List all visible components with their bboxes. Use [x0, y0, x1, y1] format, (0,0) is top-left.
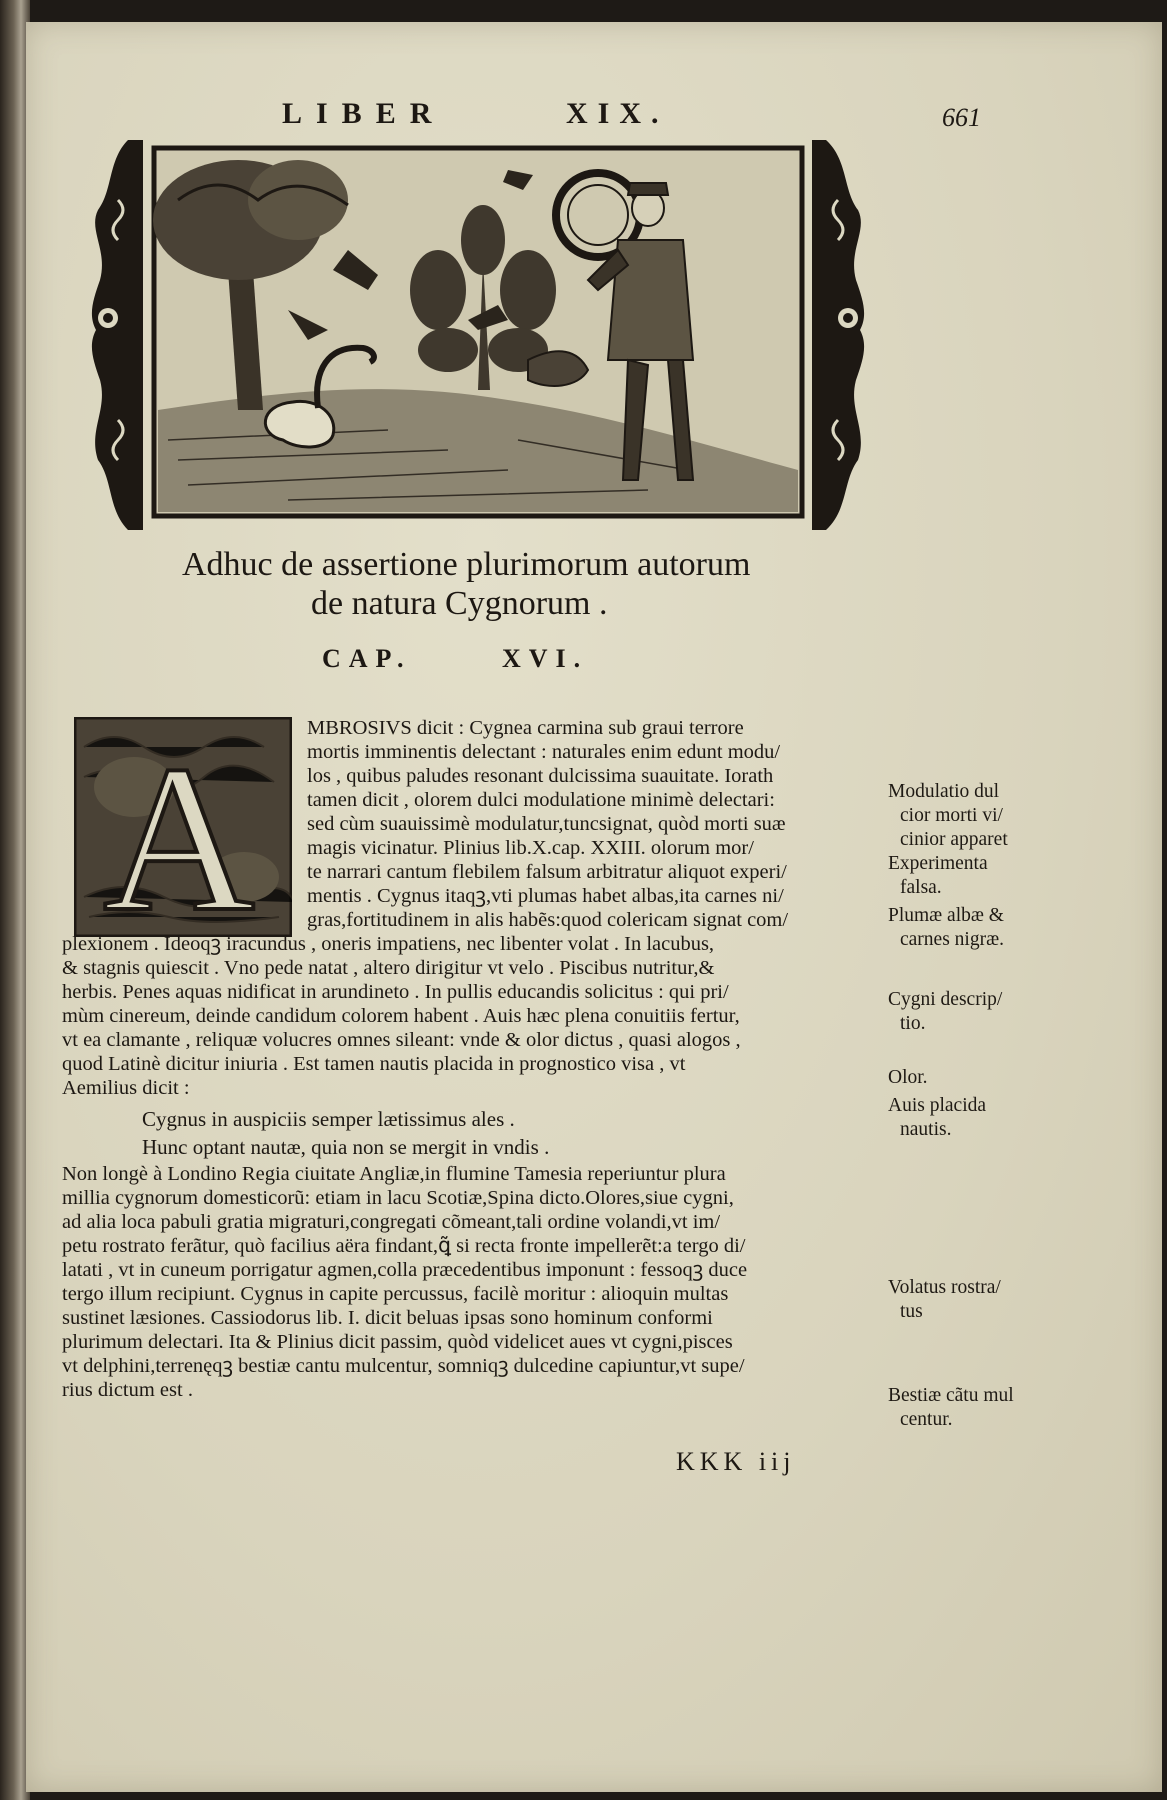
- woodcut-illustration: [88, 140, 868, 530]
- body-line: tergo illum recipiunt. Cygnus in capite percussus, facilè moritur : alioquin multas: [62, 1283, 729, 1305]
- chapter-number: XVI.: [502, 644, 589, 673]
- chapter-title-line-1: Adhuc de assertione plurimorum autorum: [182, 546, 751, 583]
- marginal-note: Plumæ albæ &: [888, 905, 1004, 926]
- drop-cap-letter: A: [103, 723, 255, 937]
- marginal-note: Bestiæ cãtu mul: [888, 1385, 1014, 1406]
- marginal-note: falsa.: [900, 877, 942, 898]
- marginal-note: Modulatio dul: [888, 781, 1000, 802]
- signature-mark: KKK iij: [676, 1447, 796, 1476]
- body-line: mentis . Cygnus itaqꝫ,vti plumas habet albas,ita carnes ni/: [307, 885, 784, 907]
- right-ornament: [812, 140, 864, 530]
- body-line: Aemilius dicit :: [62, 1077, 190, 1099]
- chapter-title-line-2: de natura Cygnorum .: [311, 585, 608, 622]
- chapter-label: CAP.: [322, 644, 412, 673]
- body-line: mortis imminentis delectant : naturales enim edunt modu/: [307, 741, 781, 763]
- body-line: millia cygnorum domesticorũ: etiam in lacu Scotiæ,Spina dicto.Olores,siue cygni,: [62, 1187, 734, 1209]
- body-line: magis vicinatur. Plinius lib.X.cap. XXIII. olorum mor/: [307, 837, 754, 859]
- verse-line: Hunc optant nautæ, quia non se mergit in vndis .: [142, 1135, 550, 1159]
- body-line: petu rostrato ferãtur, quò facilius aëra findant,ꝗ̃ si recta fronte impellerẽt:a tergo di/: [62, 1235, 746, 1257]
- body-line: & stagnis quiescit . Vno pede natat , altero dirigitur vt velo . Piscibus nutritur,&: [62, 957, 715, 979]
- marginal-note: Volatus rostra/: [888, 1277, 1001, 1298]
- body-line: plexionem . Ideoqꝫ iracundus , oneris impatiens, nec libenter volat . In lacubus,: [62, 933, 715, 955]
- marginal-note: centur.: [900, 1409, 953, 1430]
- running-head: [0, 97, 1167, 137]
- marginal-note: Auis placida: [888, 1095, 987, 1116]
- body-line: vt ea clamante , reliquæ volucres omnes sileant: vnde & olor dictus , quasi alogos ,: [62, 1029, 741, 1051]
- body-line: gras,fortitudinem in alis habẽs:quod colericam signat com/: [307, 909, 789, 931]
- marginal-note: Olor.: [888, 1067, 928, 1088]
- body-line: latati , vt in cuneum porrigatur agmen,colla præcedentibus imponunt : fessoqꝫ duce: [62, 1259, 748, 1281]
- body-line: sed cùm suauissimè modulatur,tuncsignat, quòd morti suæ: [307, 813, 786, 835]
- running-head-book: LIBER: [282, 97, 446, 130]
- marginal-note: carnes nigræ.: [900, 929, 1004, 950]
- decorated-initial: [74, 717, 292, 937]
- body-line: plurimum delectari. Ita & Plinius dicit passim, quòd videlicet aues vt cygni,pisces: [62, 1331, 733, 1353]
- body-line: herbis. Penes aquas nidificat in arundineto . In pullis educandis solicitus : qui pri/: [62, 981, 729, 1003]
- body-line: mùm cinereum, deinde candidum colorem habent . Auis hæc plena conuitiis fertur,: [62, 1005, 740, 1027]
- body-line: rius dictum est .: [62, 1379, 193, 1401]
- body-line: Non longè à Londino Regia ciuitate Angliæ,in flumine Tamesia reperiuntur plura: [62, 1163, 726, 1185]
- marginal-note: tus: [900, 1301, 923, 1322]
- body-line: quod Latinè dicitur iniuria . Est tamen nautis placida in prognostico visa , vt: [62, 1053, 686, 1075]
- body-line: tamen dicit , olorem dulci modulatione minimè delectari:: [307, 789, 775, 811]
- left-ornament: [92, 140, 143, 530]
- body-line: los , quibus paludes resonant dulcissima suauitate. Iorath: [307, 765, 774, 787]
- marginal-note: cior morti vi/: [900, 805, 1003, 826]
- verse-line: Cygnus in auspiciis semper lætissimus ales .: [142, 1107, 515, 1131]
- marginal-note: tio.: [900, 1013, 926, 1034]
- body-line: ad alia loca pabuli gratia migraturi,congregati cõmeant,tali ordine volandi,vt im/: [62, 1211, 721, 1233]
- running-head-number: XIX.: [566, 97, 669, 130]
- marginal-note: Cygni descrip/: [888, 989, 1003, 1010]
- body-line: te narrari cantum flebilem falsum arbitratur aliquot experi/: [307, 861, 787, 883]
- marginal-note: Experimenta: [888, 853, 988, 874]
- marginal-note: nautis.: [900, 1119, 952, 1140]
- folio-number: 661: [942, 103, 981, 132]
- body-line: MBROSIVS dicit : Cygnea carmina sub graui terrore: [307, 717, 744, 739]
- body-line: sustinet læsiones. Cassiodorus lib. I. dicit beluas ipsas sono hominum conformi: [62, 1307, 713, 1329]
- body-line: vt delphini,terrenęqꝫ bestiæ cantu mulcentur, somniqꝫ dulcedine capiuntur,vt supe/: [62, 1355, 745, 1377]
- marginal-note: cinior apparet: [900, 829, 1008, 850]
